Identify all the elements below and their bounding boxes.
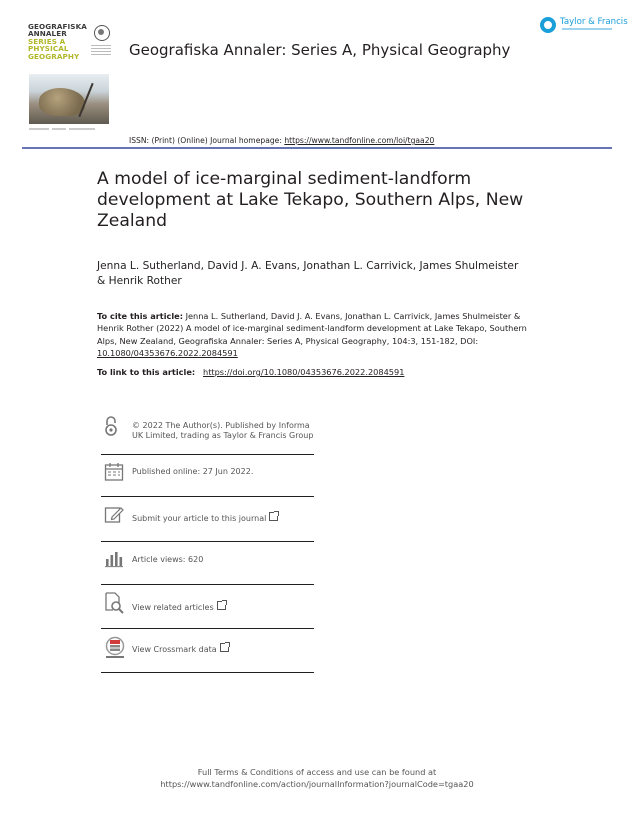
open-access-icon <box>104 416 118 436</box>
doi-link[interactable]: 10.1080/04353676.2022.2084591 <box>97 347 238 358</box>
issn-text: ISSN: (Print) (Online) Journal homepage: <box>129 136 285 145</box>
taylor-francis-logo[interactable] <box>540 17 628 37</box>
journal-homepage-link[interactable]: https://www.tandfonline.com/loi/tgaa20 <box>284 136 435 145</box>
cover-boulder <box>39 88 85 116</box>
cover-photo <box>29 74 109 124</box>
submit-row[interactable] <box>101 497 314 542</box>
journal-title: Geografiska Annaler: Series A, Physical Geography <box>129 41 511 59</box>
cover-line-4: PHYSICAL <box>28 44 69 54</box>
seal-caption <box>91 43 111 57</box>
cover-line-2: ANNALER <box>28 29 67 39</box>
bar-chart-icon <box>104 550 124 568</box>
article-title: A model of ice-marginal sediment-landform development at Lake Tekapo, Southern Alps, New Zealand <box>97 169 524 231</box>
related-articles-link[interactable] <box>132 601 226 613</box>
cover-line-5: GEOGRAPHY <box>28 51 80 61</box>
article-link-label: To link to this article: <box>97 367 198 377</box>
issn-line <box>129 136 434 145</box>
article-authors: Jenna L. Sutherland, David J. A. Evans, Jonathan L. Carrivick, James Shulmeister & Henrik Rother <box>97 260 519 287</box>
external-link-icon <box>269 512 278 521</box>
related-row[interactable] <box>101 585 314 629</box>
views-row <box>101 542 314 585</box>
citation-text: Jenna L. Sutherland, David J. A. Evans, Jonathan L. Carrivick, James Shulmeister & Henrik Rother (2022) A model of ice-marginal sediment-landform development at Lake Tekapo, Southern Alps, New Zealand, Geografiska Annaler: Series A, Physical Geography, 104:3, 151-182, DOI: <box>97 311 527 346</box>
cover-line-3: SERIES A <box>28 36 66 46</box>
external-link-icon <box>220 643 229 652</box>
society-seal-icon <box>94 25 110 41</box>
submit-article-label: Submit your article to this journal <box>132 514 267 523</box>
tf-logo-text: Taylor & Francis <box>560 17 628 27</box>
external-link-icon <box>217 601 226 610</box>
crossmark-label: View Crossmark data <box>132 645 217 654</box>
cover-line-1: GEOGRAFISKA <box>28 22 87 31</box>
cover-logo <box>28 23 87 60</box>
article-doi-url[interactable]: https://doi.org/10.1080/04353676.2022.2084591 <box>203 367 405 377</box>
published-date: Published online: 27 Jun 2022. <box>132 467 254 476</box>
citation-label: To cite this article: <box>97 311 183 321</box>
header-divider <box>22 147 612 149</box>
article-info-panel <box>101 412 314 673</box>
edit-document-icon <box>104 505 124 525</box>
search-document-icon <box>104 592 124 614</box>
license-text: © 2022 The Author(s). Published by Informa UK Limited, trading as Taylor & Francis Group <box>132 421 314 440</box>
license-row <box>101 412 314 455</box>
submit-article-link[interactable] <box>132 512 278 524</box>
journal-cover <box>27 22 111 136</box>
article-views: Article views: 620 <box>132 555 204 564</box>
published-row <box>101 455 314 497</box>
tf-logo-icon <box>540 17 556 33</box>
article-link-line <box>97 367 404 377</box>
terms-footer <box>0 766 634 790</box>
terms-url[interactable]: https://www.tandfonline.com/action/journalInformation?journalCode=tgaa20 <box>160 779 474 789</box>
terms-line-1: Full Terms & Conditions of access and use can be found at <box>197 767 437 777</box>
crossmark-row[interactable] <box>101 629 314 673</box>
crossmark-link[interactable] <box>132 643 229 655</box>
citation-block <box>97 310 537 359</box>
cover-footer <box>29 128 109 134</box>
tf-logo-subline <box>562 28 612 30</box>
calendar-icon <box>104 462 124 482</box>
crossmark-icon <box>104 636 126 660</box>
related-articles-label: View related articles <box>132 603 214 612</box>
